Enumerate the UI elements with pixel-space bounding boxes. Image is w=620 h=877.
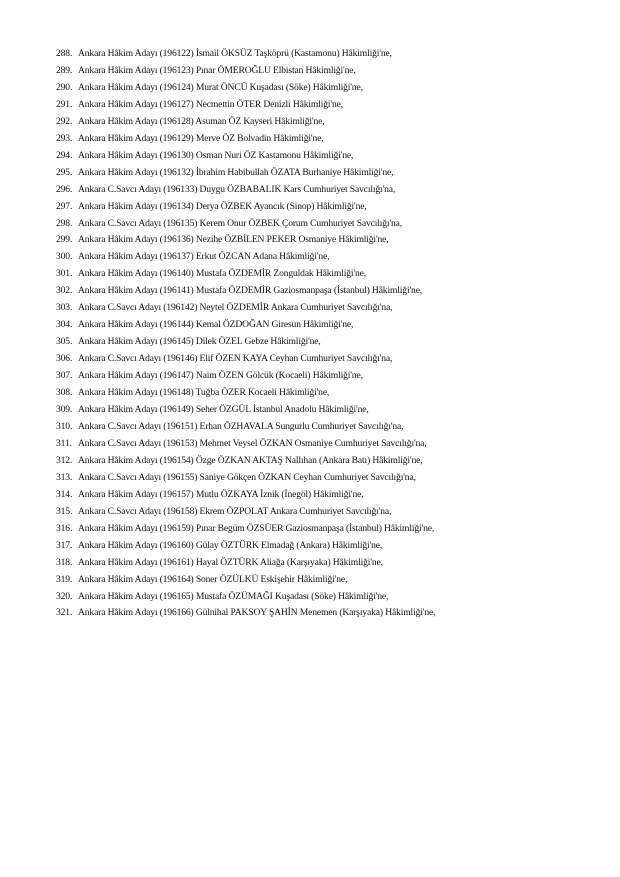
list-item [56,436,596,453]
entry-text: Ankara C.Savcı Adayı (196133) Duygu ÖZBABALIK Kars Cumhuriyet Savcılığı'na, [78,183,396,195]
entry-text: Ankara Hâkim Adayı (196122) İsmail ÖKSÜZ Taşköprü (Kastamonu) Hâkimliği'ne, [78,48,392,59]
list-item [56,80,596,97]
appointment-list [56,46,596,622]
entry-text: Ankara Hâkim Adayı (196157) Mutlu ÖZKAYA İznik (İnegöl) Hâkimliği'ne, [78,488,364,500]
entry-number: 299. [56,234,73,246]
entry-number: 304. [56,319,73,331]
entry-number: 301. [56,268,73,280]
list-item [56,453,596,470]
list-item [56,266,596,283]
entry-text: Ankara Hâkim Adayı (196160) Gülay ÖZTÜRK Elmadağ (Ankara) Hâkimliği'ne, [78,539,383,551]
list-item [56,419,596,436]
entry-number: 303. [56,302,73,314]
entry-text: Ankara C.Savcı Adayı (196142) Neytel ÖZDEMİR Ankara Cumhuriyet Savcılığı'na, [78,302,393,314]
entry-text: Ankara Hâkim Adayı (196154) Özge ÖZKAN AKTAŞ Nallıhan (Ankara Batı) Hâkimliği'ne, [78,454,423,466]
list-item [56,63,596,80]
list-item [56,232,596,249]
entry-number: 295. [56,166,73,178]
entry-text: Ankara Hâkim Adayı (196137) Erkut ÖZCAN Adana Hâkimliği'ne, [78,251,330,263]
entry-number: 315. [56,505,73,517]
entry-number: 317. [56,539,73,551]
list-item [56,334,596,351]
entry-text: Ankara Hâkim Adayı (196161) Hayal ÖZTÜRK Aliağa (Karşıyaka) Hâkimliği'ne, [78,556,383,568]
list-item [56,605,596,622]
entry-text: Ankara C.Savcı Adayı (196158) Ekrem ÖZPOLAT Ankara Cumhuriyet Savcılığı'na, [78,505,392,517]
entry-text: Ankara Hâkim Adayı (196164) Soner ÖZÜLKÜ Eskişehir Hâkimliği'ne, [78,573,348,585]
list-item [56,148,596,165]
entry-text: Ankara Hâkim Adayı (196149) Seher ÖZGÜL İstanbul Anadolu Hâkimliği'ne, [78,404,369,416]
entry-text: Ankara Hâkim Adayı (196147) Naim ÖZEN Gölcük (Kocaeli) Hâkimliği'ne, [78,370,363,382]
entry-text: Ankara Hâkim Adayı (196144) Kemal ÖZDOĞAN Giresun Hâkimliği'ne, [78,319,354,331]
entry-text: Ankara Hâkim Adayı (196134) Derya ÖZBEK Ayancık (Sinop) Hâkimliği'ne, [78,200,367,212]
list-item [56,131,596,148]
entry-text: Ankara Hâkim Adayı (196165) Mustafa ÖZÜMAĞI Kuşadası (Söke) Hâkimliği'ne, [78,590,389,602]
entry-number: 314. [56,488,73,500]
list-item [56,572,596,589]
entry-number: 311. [56,437,72,449]
entry-number: 313. [56,471,73,483]
entry-number: 320. [56,590,73,602]
entry-number: 309. [56,404,73,416]
entry-number: 316. [56,522,73,534]
entry-text: Ankara Hâkim Adayı (196148) Tuğba ÖZER Kocaeli Hâkimliği'ne, [78,387,330,399]
entry-text: Ankara C.Savcı Adayı (196153) Mehmet Veysel ÖZKAN Osmaniye Cumhuriyet Savcılığı'na, [78,437,427,449]
entry-text: Ankara Hâkim Adayı (196129) Merve ÖZ Bolvadin Hâkimliği'ne, [78,132,324,144]
entry-text: Ankara Hâkim Adayı (196141) Mustafa ÖZDEMİR Gaziosmanpaşa (İstanbul) Hâkimliği'ne, [78,285,423,297]
entry-number: 298. [56,217,73,229]
entry-number: 289. [56,64,73,76]
entry-number: 318. [56,556,73,568]
entry-text: Ankara C.Savcı Adayı (196135) Kerem Onur ÖZBEK Çorum Cumhuriyet Savcılığı'na, [78,217,403,229]
entry-number: 306. [56,353,73,365]
entry-number: 308. [56,387,73,399]
entry-text: Ankara Hâkim Adayı (196128) Asuman ÖZ Kayseri Hâkimliği'ne, [78,115,325,127]
list-item [56,114,596,131]
entry-number: 321. [56,607,73,619]
entry-number: 312. [56,454,73,466]
entry-number: 288. [56,48,73,59]
entry-number: 292. [56,115,73,127]
entry-number: 291. [56,98,73,110]
list-item [56,589,596,606]
list-item [56,555,596,572]
entry-text: Ankara C.Savcı Adayı (196146) Elif ÖZEN KAYA Ceyhan Cumhuriyet Savcılığı'na, [78,353,393,365]
list-item [56,351,596,368]
entry-number: 307. [56,370,73,382]
entry-text: Ankara C.Savcı Adayı (196151) Erhan ÖZHAVALA Sungurlu Cumhuriyet Savcılığı'na, [78,420,404,432]
list-item [56,97,596,114]
list-item [56,165,596,182]
list-item [56,368,596,385]
entry-number: 290. [56,81,73,93]
entry-text: Ankara C.Savcı Adayı (196155) Saniye Gökçen ÖZKAN Ceyhan Cumhuriyet Savcılığı'na, [78,471,416,483]
entry-text: Ankara Hâkim Adayı (196145) Dilek ÖZEL Gebze Hâkimliği'ne, [78,336,321,348]
entry-text: Ankara Hâkim Adayı (196140) Mustafa ÖZDEMİR Zonguldak Hâkimliği'ne, [78,268,366,280]
entry-number: 294. [56,149,73,161]
list-item [56,317,596,334]
list-item [56,385,596,402]
entry-number: 296. [56,183,73,195]
list-item [56,470,596,487]
list-item [56,249,596,266]
entry-number: 300. [56,251,73,263]
entry-number: 302. [56,285,73,297]
list-item [56,300,596,317]
entry-number: 305. [56,336,73,348]
entry-text: Ankara Hâkim Adayı (196166) Gülnihal PAKSOY ŞAHİN Menemen (Karşıyaka) Hâkimliği'ne, [78,607,436,619]
entry-text: Ankara Hâkim Adayı (196159) Pınar Begüm ÖZSÜER Gaziosmanpaşa (İstanbul) Hâkimliği'ne, [78,522,435,534]
entry-text: Ankara Hâkim Adayı (196136) Nezihe ÖZBİLEN PEKER Osmaniye Hâkimliği'ne, [78,234,389,246]
entry-text: Ankara Hâkim Adayı (196124) Murat ÖNCÜ Kuşadası (Söke) Hâkimliği'ne, [78,81,363,93]
list-item [56,504,596,521]
list-item [56,402,596,419]
list-item [56,521,596,538]
list-item [56,216,596,233]
list-item [56,199,596,216]
entry-number: 319. [56,573,73,585]
entry-number: 310. [56,420,73,432]
entry-text: Ankara Hâkim Adayı (196130) Osman Nuri ÖZ Kastamonu Hâkimliği'ne, [78,149,354,161]
entry-text: Ankara Hâkim Adayı (196132) İbrahim Habibullah ÖZATA Burhaniye Hâkimliği'ne, [78,166,394,178]
entry-number: 293. [56,132,73,144]
entry-number: 297. [56,200,73,212]
entry-text: Ankara Hâkim Adayı (196123) Pınar ÖMEROĞLU Elbistan Hâkimliği'ne, [78,64,356,76]
list-item [56,487,596,504]
list-item [56,182,596,199]
list-item [56,46,596,63]
list-item [56,538,596,555]
list-item [56,283,596,300]
entry-text: Ankara Hâkim Adayı (196127) Necmettin ÖTER Denizli Hâkimliği'ne, [78,98,343,110]
